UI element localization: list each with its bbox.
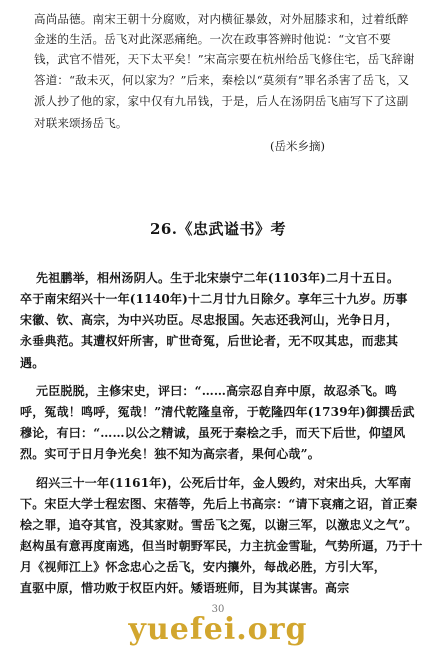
- text-line: 呼，冤哉！鸣呼，冤哉！”清代乾隆皇帝，于乾隆四年(1739年)御撰岳武: [20, 405, 415, 419]
- text-line: 桧之罪，追夺其官，没其家财。雪岳飞之冤，以谢三军，以激忠义之气”。: [20, 518, 418, 532]
- text-line: 派人抄了他的家，家中仅有九吊钱，于是，后人在汤阴岳飞庙写下了这副: [34, 94, 409, 108]
- watermark-text: yuefei.org: [128, 612, 308, 647]
- text-line: 金迷的生活。岳飞对此深恶痛绝。一次在政事答辨时他说：“文官不要: [34, 32, 392, 46]
- text-line: 月《视师江上》怀念忠心之岳飞，安内攘外，每战必胜，方引大军，: [20, 560, 387, 574]
- text-line: 对联来颂扬岳飞。: [34, 116, 128, 130]
- source-note: (岳米乡摘): [270, 139, 325, 153]
- text-line: 绍兴三十一年(1161年)，公死后廿年，金人毁约，对宋出兵，大军南: [36, 476, 412, 490]
- section-title: 26.《忠武谥书》考: [149, 220, 287, 238]
- text-line: 先祖鹏举，相州汤阴人。生于北宋崇宁二年(1103年)二月十五日。: [36, 271, 400, 285]
- page-number: 30: [211, 604, 225, 615]
- text-line: 答道：“敌未灭，何以家为？”后来，秦桧以“莫须有”罪名杀害了岳飞，又: [34, 73, 410, 87]
- text-line: 永垂典范。其遭权奸所害，旷世奇冤，后世论者，无不叹其忠，而悲其: [20, 334, 399, 348]
- text-line: 赵构虽有意再度南逃，但当时朝野军民，力主抗金雪耻，气势所逼，乃于十: [20, 539, 423, 553]
- text-line: 烈。实可于日月争光矣！独不知为高宗者，果何心哉”。: [20, 447, 320, 461]
- text-line: 元臣脱脱，主修宋史，评曰：“……高宗忍自弃中原，故忍杀飞。鸣: [36, 384, 397, 398]
- text-line: 钱，武官不惜死，天下太平矣！”宋高宗要在杭州给岳飞修住宅，岳飞辞谢: [34, 52, 415, 66]
- text-line: 下。宋臣大学士程宏图、宋蓓等，先后上书高宗：“请下哀痛之诏，首正秦: [20, 497, 418, 511]
- text-line: 穆论，有曰：“……以公之精诚，虽死于秦桧之手，而天下后世，仰望风: [20, 426, 406, 440]
- text-line: 直驱中原，惜功败于权臣内奸。矮语班师，目为其谋害。高宗: [20, 581, 350, 595]
- text-line: 遇。: [20, 356, 45, 370]
- text-line: 宋徽、钦、高宗，为中兴功臣。尽忠报国。矢志还我河山，光争日月，: [20, 313, 399, 327]
- text-line: 卒于南宋绍兴十一年(1140年)十二月廿九日除夕。享年三十九岁。历事: [20, 292, 408, 306]
- text-line: 高尚品德。南宋王朝十分腐败，对内横征暴敛，对外屈膝求和，过着纸醉: [34, 12, 409, 26]
